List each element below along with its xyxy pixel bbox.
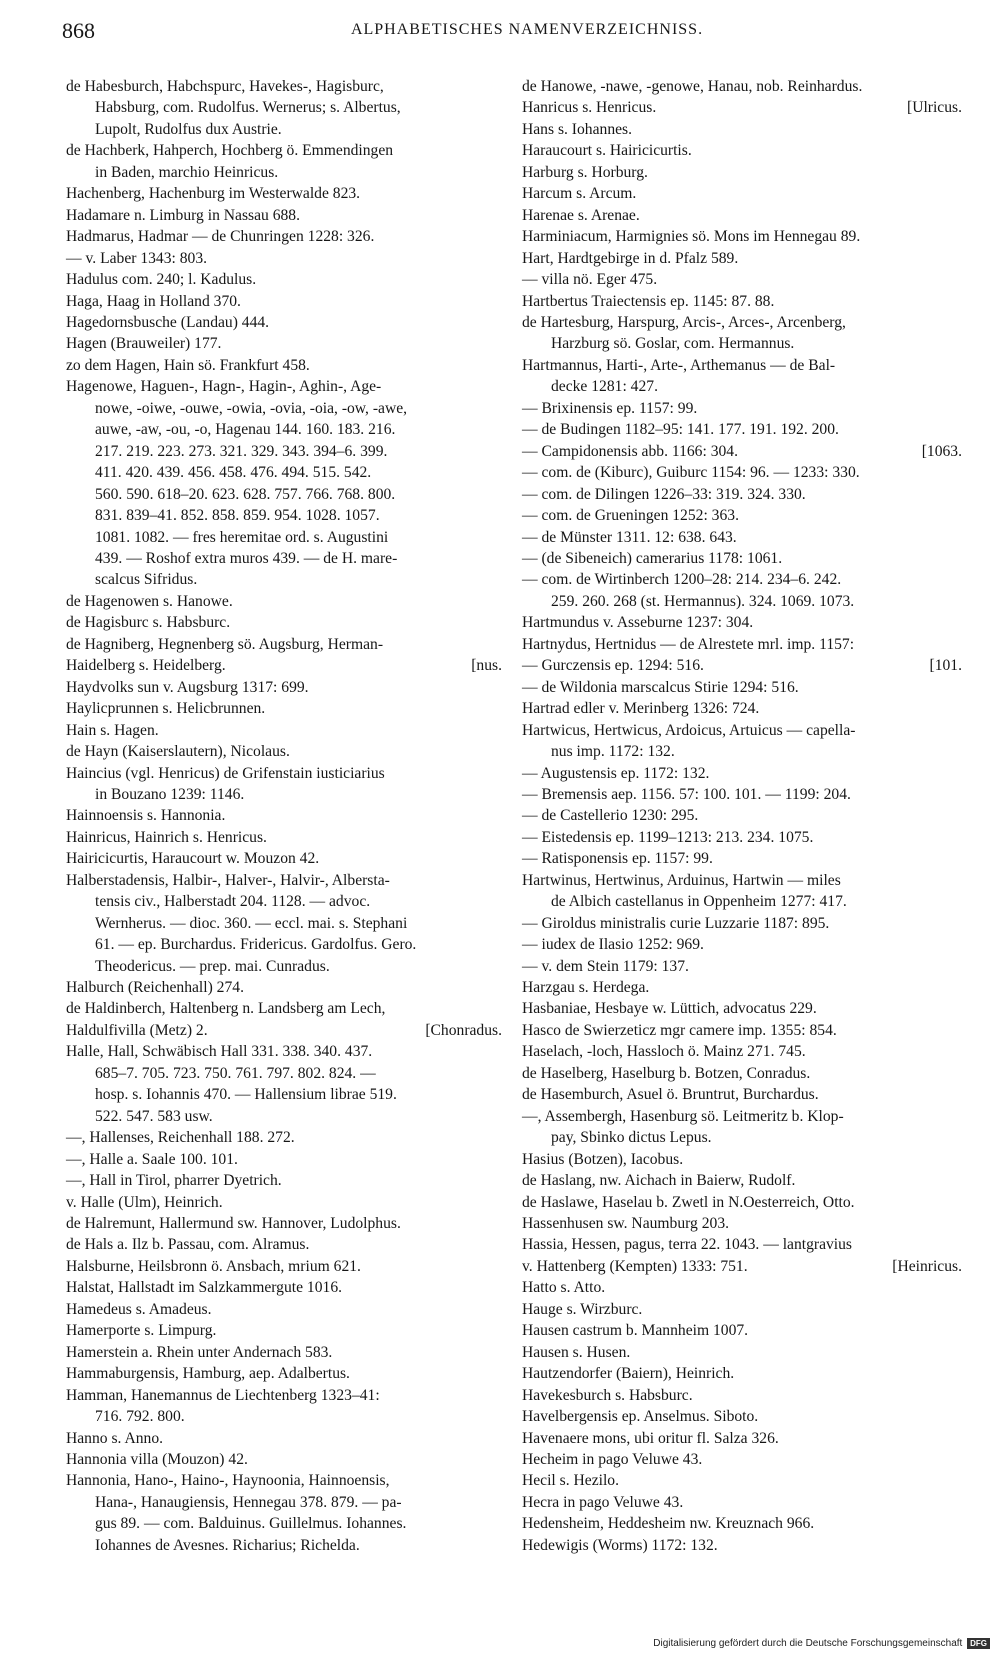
footer-text: Digitalisierung gefördert durch die Deutsche Forschungsgemeinschaft <box>653 1638 963 1649</box>
index-entry <box>66 333 502 354</box>
index-entry <box>522 827 962 848</box>
entry-continuation: [101. <box>929 657 962 675</box>
entry-line: Hamedeus s. Amadeus. <box>66 1300 212 1318</box>
entry-line: Wernherus. — dioc. 360. — eccl. mai. s. Stephani <box>95 914 408 932</box>
entry-line: Hamerstein a. Rhein unter Andernach 583. <box>66 1343 333 1361</box>
index-entry <box>522 1192 962 1213</box>
index-entry <box>522 1256 962 1277</box>
index-entry <box>522 784 962 805</box>
entry-line: — com. de Dilingen 1226–33: 319. 324. 330. <box>522 485 806 503</box>
entry-line: v. Halle (Ulm), Heinrich. <box>66 1193 223 1211</box>
index-entry <box>66 805 502 826</box>
entry-line: Hadmarus, Hadmar — de Chunringen 1228: 326. <box>66 228 375 246</box>
index-entry <box>66 1192 502 1213</box>
index-entry <box>522 698 962 719</box>
entry-line: — Brixinensis ep. 1157: 99. <box>522 399 698 417</box>
entry-line: Hainnoensis s. Hannonia. <box>66 807 226 825</box>
entry-line: gus 89. — com. Balduinus. Guillelmus. Iohannes. <box>95 1515 407 1533</box>
entry-line: Hans s. Iohannes. <box>522 120 633 138</box>
index-entry <box>522 484 962 505</box>
index-entry <box>522 934 962 955</box>
entry-line: Hammaburgensis, Hamburg, aep. Adalbertus. <box>66 1365 350 1383</box>
entry-line: — Giroldus ministralis curie Luzzarie 1187: 895. <box>522 914 830 932</box>
entry-text: Haidelberg s. Heidelberg. <box>66 657 226 675</box>
index-entry <box>66 355 502 376</box>
index-entry <box>522 1106 962 1149</box>
entry-line: Hagedornsbusche (Landau) 444. <box>66 313 270 331</box>
index-entry <box>66 1299 502 1320</box>
entry-line: 61. — ep. Burchardus. Fridericus. Gardolfus. Gero. <box>95 936 417 954</box>
index-entry <box>522 998 962 1019</box>
page-number: 868 <box>62 18 95 43</box>
entry-line: — iudex de Ilasio 1252: 969. <box>522 936 704 954</box>
entry-line: de Hagniberg, Hegnenberg sö. Augsburg, Herman- <box>66 635 384 653</box>
entry-line: de Hals a. Ilz b. Passau, com. Alramus. <box>66 1236 310 1254</box>
footer <box>653 1638 990 1649</box>
index-entry <box>522 634 962 655</box>
entry-continuation: [Heinricus. <box>892 1257 962 1275</box>
index-entry <box>66 1277 502 1298</box>
entry-line: Theodericus. — prep. mai. Cunradus. <box>95 957 330 975</box>
index-entry <box>522 1299 962 1320</box>
entry-line: Harburg s. Horburg. <box>522 163 648 181</box>
index-entry <box>522 1492 962 1513</box>
index-entry <box>66 698 502 719</box>
entry-line: Halle, Hall, Schwäbisch Hall 331. 338. 340. 437. <box>66 1043 373 1061</box>
entry-text: — Campidonensis abb. 1166: 304. <box>522 442 738 460</box>
index-entry <box>522 1149 962 1170</box>
index-entry <box>66 183 502 204</box>
entry-line: Hairicicurtis, Haraucourt w. Mouzon 42. <box>66 850 320 868</box>
index-entry <box>522 612 962 633</box>
entry-line: Hecil s. Hezilo. <box>522 1472 619 1490</box>
entry-line: Hartwicus, Hertwicus, Ardoicus, Artuicus — capella- <box>522 721 856 739</box>
entry-line: Hedensheim, Heddesheim nw. Kreuznach 966. <box>522 1515 815 1533</box>
entry-line: — (de Sibeneich) camerarius 1178: 1061. <box>522 549 783 567</box>
entry-line: Hamman, Hanemannus de Liechtenberg 1323–41: <box>66 1386 380 1404</box>
index-entry <box>522 1385 962 1406</box>
index-entry <box>522 1041 962 1062</box>
entry-line: de Albich castellanus in Oppenheim 1277: 417. <box>551 893 847 911</box>
index-entry <box>522 1535 962 1556</box>
index-entry <box>522 1513 962 1534</box>
entry-line: — de Münster 1311. 12: 638. 643. <box>522 528 737 546</box>
entry-line: — v. dem Stein 1179: 137. <box>522 957 689 975</box>
index-entry <box>522 1020 962 1041</box>
entry-text: Haldulfivilla (Metz) 2. <box>66 1021 208 1039</box>
index-entry <box>66 1385 502 1428</box>
entry-line: — v. Laber 1343: 803. <box>66 249 208 267</box>
index-entry <box>66 1470 502 1556</box>
entry-line: de Haldinberch, Haltenberg n. Landsberg am Lech, <box>66 1000 386 1018</box>
entry-line: Hamerporte s. Limpurg. <box>66 1322 217 1340</box>
entry-line: scalcus Sifridus. <box>95 571 198 589</box>
index-entry <box>522 1470 962 1491</box>
index-entry <box>522 505 962 526</box>
entry-line: de Habesburch, Habchspurc, Havekes-, Hagisburc, <box>66 78 384 95</box>
entry-line: de Halremunt, Hallermund sw. Hannover, Ludolphus. <box>66 1215 401 1233</box>
entry-line <box>66 655 502 676</box>
entry-line: Havelbergensis ep. Anselmus. Siboto. <box>522 1408 759 1426</box>
entry-text: — Gurczensis ep. 1294: 516. <box>522 657 704 675</box>
entry-line: 685–7. 705. 723. 750. 761. 797. 802. 824. — <box>95 1064 376 1082</box>
index-entry <box>522 913 962 934</box>
index-entry <box>522 1449 962 1470</box>
entry-line: Hartwinus, Hertwinus, Arduinus, Hartwin — miles <box>522 871 841 889</box>
index-entry <box>66 655 502 676</box>
index-entry <box>66 269 502 290</box>
entry-line: decke 1281: 427. <box>551 378 658 396</box>
index-entry <box>522 1170 962 1191</box>
index-entry <box>522 763 962 784</box>
entry-line: de Haslang, nw. Aichach in Baierw, Rudolf. <box>522 1172 796 1190</box>
entry-line: 1081. 1082. — fres heremitae ord. s. Augustini <box>95 528 389 546</box>
index-entry <box>66 248 502 269</box>
index-entry <box>66 76 502 140</box>
entry-line: Hausen s. Husen. <box>522 1343 631 1361</box>
index-entry <box>66 677 502 698</box>
entry-line: Halsburne, Heilsbronn ö. Ansbach, mrium 621. <box>66 1257 361 1275</box>
entry-line: — com. de (Kiburc), Guiburc 1154: 96. — 1233: 330. <box>522 464 860 482</box>
entry-line: 522. 547. 583 usw. <box>95 1107 213 1125</box>
entry-line: — villa nö. Eger 475. <box>522 271 658 289</box>
entry-line: Hart, Hardtgebirge in d. Pfalz 589. <box>522 249 739 267</box>
entry-line: Hassenhusen sw. Naumburg 203. <box>522 1215 730 1233</box>
entry-line: 259. 260. 268 (st. Hermannus). 324. 1069. 1073. <box>551 592 855 610</box>
left-column <box>66 76 502 1556</box>
entry-line: Hauge s. Wirzburc. <box>522 1300 643 1318</box>
index-entry <box>522 548 962 569</box>
entry-line: Haincius (vgl. Henricus) de Grifenstain iusticiarius <box>66 764 385 782</box>
entry-line: Haraucourt s. Hairicicurtis. <box>522 142 692 160</box>
entry-line <box>66 1020 502 1041</box>
entry-line: Hadamare n. Limburg in Nassau 688. <box>66 206 300 224</box>
index-entry <box>522 291 962 312</box>
index-entry <box>66 741 502 762</box>
entry-line: Hartmundus v. Asseburne 1237: 304. <box>522 614 754 632</box>
entry-line: Hausen castrum b. Mannheim 1007. <box>522 1322 749 1340</box>
entry-line: 439. — Roshof extra muros 439. — de H. mare- <box>95 549 398 567</box>
index-entry <box>66 291 502 312</box>
index-entry <box>522 248 962 269</box>
index-entry <box>66 977 502 998</box>
index-entry <box>522 848 962 869</box>
index-entry <box>522 1363 962 1384</box>
entry-line: Hasbaniae, Hesbaye w. Lüttich, advocatus 229. <box>522 1000 817 1018</box>
entry-line: pay, Sbinko dictus Lepus. <box>551 1129 712 1147</box>
index-entry <box>522 956 962 977</box>
entry-line: Hartrad edler v. Merinberg 1326: 724. <box>522 700 760 718</box>
index-entry <box>522 870 962 913</box>
entry-line: Hainricus, Hainrich s. Henricus. <box>66 828 267 846</box>
index-entry <box>522 1428 962 1449</box>
entry-continuation: [Ulricus. <box>907 99 962 117</box>
entry-line: — Bremensis aep. 1156. 57: 100. 101. — 1199: 204. <box>522 785 851 803</box>
index-entry <box>522 1277 962 1298</box>
entry-line: Harzburg sö. Goslar, com. Hermannus. <box>551 335 795 353</box>
index-entry <box>522 183 962 204</box>
entry-line: Hagen (Brauweiler) 177. <box>66 335 222 353</box>
index-entry <box>522 269 962 290</box>
entry-line: —, Hall in Tirol, pharrer Dyetrich. <box>66 1172 282 1190</box>
index-entry <box>522 419 962 440</box>
index-entry <box>522 140 962 161</box>
entry-line: Haydvolks sun v. Augsburg 1317: 699. <box>66 678 309 696</box>
entry-line: zo dem Hagen, Hain sö. Frankfurt 458. <box>66 356 310 374</box>
index-entry <box>66 998 502 1019</box>
entry-line <box>522 1256 962 1277</box>
entry-continuation: [nus. <box>471 657 502 675</box>
entry-text: v. Hattenberg (Kempten) 1333: 751. <box>522 1257 748 1275</box>
index-entry <box>522 441 962 462</box>
index-entry <box>522 119 962 140</box>
index-entry <box>522 355 962 398</box>
entry-line: Hasco de Swierzeticz mgr camere imp. 1355: 854. <box>522 1021 837 1039</box>
entry-line: Hartnydus, Hertnidus — de Alrestete mrl. imp. 1157: <box>522 635 855 653</box>
entry-line: Harzgau s. Herdega. <box>522 979 650 997</box>
index-entry <box>522 162 962 183</box>
entry-line: Halberstadensis, Halbir-, Halver-, Halvir-, Albersta- <box>66 871 390 889</box>
entry-line: Harenae s. Arenae. <box>522 206 640 224</box>
entry-line: Hana-, Hanaugiensis, Hennegau 378. 879. — pa- <box>95 1493 402 1511</box>
entry-line: 411. 420. 439. 456. 458. 476. 494. 515. 542. <box>95 464 372 482</box>
right-column <box>522 76 962 1556</box>
entry-line: Haga, Haag in Holland 370. <box>66 292 241 310</box>
index-entry <box>522 977 962 998</box>
entry-line: Havekesburch s. Habsburc. <box>522 1386 693 1404</box>
entry-continuation: [Chonradus. <box>425 1021 502 1039</box>
index-entry <box>522 312 962 355</box>
index-entry <box>66 1234 502 1255</box>
index-entry <box>522 1320 962 1341</box>
entry-line: auwe, -aw, -ou, -o, Hagenau 144. 160. 183. 216. <box>95 421 396 439</box>
index-entry <box>66 140 502 183</box>
index-entry <box>522 1084 962 1105</box>
entry-line: Hatto s. Atto. <box>522 1279 606 1297</box>
index-entry <box>66 1020 502 1041</box>
entry-line: —, Hallenses, Reichenhall 188. 272. <box>66 1129 295 1147</box>
entry-line <box>522 655 962 676</box>
index-entry <box>66 1041 502 1127</box>
index-entry <box>66 1170 502 1191</box>
entry-line: Hassia, Hessen, pagus, terra 22. 1043. — lantgravius <box>522 1236 852 1254</box>
entry-line: de Hagenowen s. Hanowe. <box>66 592 233 610</box>
index-entry <box>522 1406 962 1427</box>
entry-line: Hain s. Hagen. <box>66 721 159 739</box>
index-entry <box>66 1320 502 1341</box>
index-entry <box>522 527 962 548</box>
entry-line: nowe, -oiwe, -ouwe, -owia, -ovia, -oia, -ow, -awe, <box>95 399 408 417</box>
index-entry <box>522 1234 962 1255</box>
index-entry <box>66 720 502 741</box>
index-entry <box>66 634 502 655</box>
entry-line: Hanno s. Anno. <box>66 1429 164 1447</box>
index-entry <box>66 827 502 848</box>
index-entry <box>522 462 962 483</box>
entry-continuation: [1063. <box>921 442 962 460</box>
entry-line: nus imp. 1172: 132. <box>551 743 675 761</box>
entry-line: de Haselberg, Haselburg b. Botzen, Conradus. <box>522 1064 811 1082</box>
entry-line: Iohannes de Avesnes. Richarius; Richelda. <box>95 1536 360 1554</box>
index-entry <box>66 312 502 333</box>
entry-line: Hannonia villa (Mouzon) 42. <box>66 1451 248 1468</box>
entry-line: Havenaere mons, ubi oritur fl. Salza 326. <box>522 1429 779 1447</box>
entry-line: Hecra in pago Veluwe 43. <box>522 1493 684 1511</box>
entry-line: de Haslawe, Haselau b. Zwetl in N.Oesterreich, Otto. <box>522 1193 855 1211</box>
entry-line: de Hanowe, -nawe, -genowe, Hanau, nob. Reinhardus. <box>522 78 863 95</box>
index-entry <box>522 569 962 612</box>
entry-line: de Hachberk, Hahperch, Hochberg ö. Emmendingen <box>66 142 394 160</box>
entry-line: de Hayn (Kaiserslautern), Nicolaus. <box>66 743 290 761</box>
entry-line: Hartbertus Traiectensis ep. 1145: 87. 88. <box>522 292 775 310</box>
entry-line: 560. 590. 618–20. 623. 628. 757. 766. 768. 800. <box>95 485 396 503</box>
entry-line: Hadulus com. 240; l. Kadulus. <box>66 271 257 289</box>
entry-line: Hecheim in pago Veluwe 43. <box>522 1451 703 1468</box>
entry-line: Lupolt, Rudolfus dux Austrie. <box>95 120 282 138</box>
entry-line: Halstat, Hallstadt im Salzkammergute 1016. <box>66 1279 343 1297</box>
entry-line: — Augustensis ep. 1172: 132. <box>522 764 710 782</box>
index-entry <box>522 805 962 826</box>
page-header <box>62 18 962 48</box>
entry-line: — com. de Grueningen 1252: 363. <box>522 507 739 525</box>
index-entry <box>66 1149 502 1170</box>
index-entry <box>66 205 502 226</box>
entry-line: 217. 219. 223. 273. 321. 329. 343. 394–6. 399. <box>95 442 388 460</box>
entry-line: — de Budingen 1182–95: 141. 177. 191. 192. 200. <box>522 421 839 439</box>
index-entry <box>522 677 962 698</box>
index-entry <box>66 763 502 806</box>
entry-line <box>522 441 962 462</box>
index-entry <box>66 376 502 591</box>
entry-line: Hachenberg, Hachenburg im Westerwalde 823. <box>66 185 361 203</box>
index-entry <box>522 1213 962 1234</box>
entry-line: tensis civ., Halberstadt 204. 1128. — advoc. <box>95 893 371 911</box>
entry-line: Haylicprunnen s. Helicbrunnen. <box>66 700 266 718</box>
index-entry <box>522 398 962 419</box>
entry-line: Hannonia, Hano-, Haino-, Haynoonia, Hainnoensis, <box>66 1472 390 1490</box>
entry-text: Hanricus s. Henricus. <box>522 99 657 117</box>
index-entry <box>66 591 502 612</box>
entry-line: Hagenowe, Haguen-, Hagn-, Hagin-, Aghin-, Age- <box>66 378 382 396</box>
entry-line: Habsburg, com. Rudolfus. Wernerus; s. Albertus, <box>95 99 401 117</box>
entry-line: in Baden, marchio Heinricus. <box>95 163 279 181</box>
entry-line: —, Halle a. Saale 100. 101. <box>66 1150 238 1168</box>
index-entry <box>66 1449 502 1470</box>
entry-line: Harcum s. Arcum. <box>522 185 637 203</box>
entry-line: — Eistedensis ep. 1199–1213: 213. 234. 1075. <box>522 828 814 846</box>
index-entry <box>522 205 962 226</box>
entry-line: 831. 839–41. 852. 858. 859. 954. 1028. 1057. <box>95 507 380 525</box>
index-entry <box>66 1428 502 1449</box>
index-entry <box>66 1213 502 1234</box>
entry-line: — com. de Wirtinberch 1200–28: 214. 234–6. 242. <box>522 571 842 589</box>
entry-line: de Hasemburch, Asuel ö. Bruntrut, Burchardus. <box>522 1086 819 1104</box>
index-entry <box>66 870 502 977</box>
entry-line: 716. 792. 800. <box>95 1408 185 1426</box>
index-entry <box>522 76 962 97</box>
entry-line: Halburch (Reichenhall) 274. <box>66 979 244 997</box>
entry-line: de Hartesburg, Harspurg, Arcis-, Arces-, Arcenberg, <box>522 313 846 331</box>
index-entry <box>66 1363 502 1384</box>
index-entry <box>522 1342 962 1363</box>
entry-line: —, Assembergh, Hasenburg sö. Leitmeritz b. Klop- <box>522 1107 844 1125</box>
entry-line: Haselach, -loch, Hassloch ö. Mainz 271. 745. <box>522 1043 806 1061</box>
dfg-logo: DFG <box>967 1638 990 1649</box>
entry-line: Harminiacum, Harmignies sö. Mons im Hennegau 89. <box>522 228 861 246</box>
page-title: ALPHABETISCHES NAMENVERZEICHNISS. <box>350 21 704 38</box>
entry-line <box>522 97 962 118</box>
entry-line: Hartmannus, Harti-, Arte-, Arthemanus — de Bal- <box>522 356 836 374</box>
entry-line: — de Castellerio 1230: 295. <box>522 807 699 825</box>
entry-line: — Ratisponensis ep. 1157: 99. <box>522 850 713 868</box>
index-entry <box>66 1127 502 1148</box>
entry-line: Hasius (Botzen), Iacobus. <box>522 1150 684 1168</box>
entry-line: hosp. s. Iohannis 470. — Hallensium librae 519. <box>95 1086 397 1104</box>
index-entry <box>66 226 502 247</box>
index-entry <box>66 1342 502 1363</box>
entry-line: — de Wildonia marscalcus Stirie 1294: 516. <box>522 678 799 696</box>
index-entry <box>522 655 962 676</box>
index-entry <box>66 1256 502 1277</box>
index-entry <box>522 1063 962 1084</box>
index-entry <box>66 612 502 633</box>
entry-line: Hedewigis (Worms) 1172: 132. <box>522 1536 718 1554</box>
entry-line: Hautzendorfer (Baiern), Heinrich. <box>522 1365 735 1383</box>
index-entry <box>522 720 962 763</box>
index-entry <box>66 848 502 869</box>
entry-line: in Bouzano 1239: 1146. <box>95 785 245 803</box>
index-entry <box>522 97 962 118</box>
index-entry <box>522 226 962 247</box>
entry-line: de Hagisburc s. Habsburc. <box>66 614 231 632</box>
